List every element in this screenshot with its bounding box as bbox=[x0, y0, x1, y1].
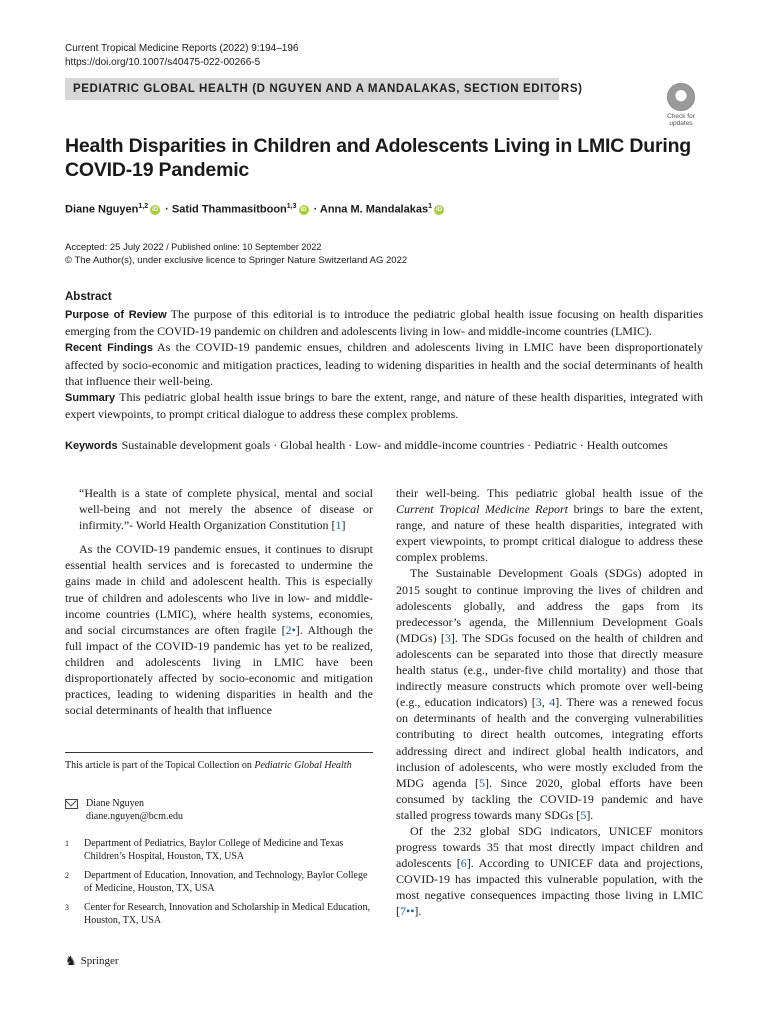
author-separator: · bbox=[310, 203, 320, 216]
author-separator: · bbox=[162, 203, 172, 216]
published-date: / Published online: 10 September 2022 bbox=[163, 242, 322, 252]
abstract-findings-label: Recent Findings bbox=[65, 342, 153, 355]
citation-link[interactable]: 6 bbox=[460, 856, 467, 871]
crossmark-label: Check for updates bbox=[667, 113, 695, 127]
affiliation bbox=[65, 838, 373, 863]
abstract-body bbox=[65, 306, 703, 422]
body-paragraph: Of the 232 global SDG indicators, UNICEF monitors progress towards 35 that most directly impact children and adolescents [6]. According to UNICEF data and projections, COVID-19 has impacted this vulnerable population, with the most negative consequences impacting those living in LMIC [7••]. bbox=[396, 823, 703, 919]
affiliation-number: 3 bbox=[65, 903, 69, 912]
author-affiliation: 1,3 bbox=[286, 203, 297, 210]
abstract-purpose: Purpose of Review The purpose of this editorial is to introduce the pediatric global health issue focusing on health disparities emerging from the COVID-19 pandemic on children and adolescents living in low- and middle-income countries (LMIC). bbox=[65, 307, 703, 339]
topical-collection-note: This article is part of the Topical Collection on Pediatric Global Health bbox=[65, 760, 352, 771]
affiliation-number: 1 bbox=[65, 839, 69, 848]
keywords bbox=[65, 437, 703, 454]
citation-link[interactable]: 3 bbox=[444, 630, 451, 645]
citation-link[interactable]: 1 bbox=[335, 518, 342, 533]
copyright-line: © The Author(s), under exclusive licence to Springer Nature Switzerland AG 2022 bbox=[65, 255, 408, 266]
citation-link[interactable]: 4 bbox=[549, 695, 556, 710]
abstract-purpose-label: Purpose of Review bbox=[65, 309, 167, 321]
check-for-updates-badge[interactable] bbox=[660, 83, 702, 127]
body-paragraph: As the COVID-19 pandemic ensues, it continues to disrupt essential health services and is forecasted to undermine the gains made in child and adolescent health. This is especially true of children and adolescents who live in low- and middle-income countries (LMIC), where health systems, economies, and social circumstances are often fragile [2•]. Although the full impact of the COVID-19 pandemic has yet to be realized, children and adolescents living in LMIC have been disproportionately affected by socio-economic and mitigation practices, leading to widening disparities in health and the social determinants of health that influence bbox=[65, 542, 373, 718]
journal-name: Current Tropical Medicine Report bbox=[396, 502, 568, 517]
body-column-left bbox=[65, 485, 373, 718]
abstract-heading: Abstract bbox=[65, 291, 112, 303]
orcid-icon[interactable]: iD bbox=[152, 206, 159, 213]
affiliation bbox=[65, 902, 373, 927]
orcid-icon[interactable]: iD bbox=[436, 206, 442, 213]
section-banner: PEDIATRIC GLOBAL HEALTH (D NGUYEN AND A MANDALAKAS, SECTION EDITORS) bbox=[65, 78, 559, 100]
envelope-icon bbox=[65, 799, 78, 809]
footnote-divider bbox=[65, 752, 373, 753]
author-name[interactable]: Diane Nguyen bbox=[65, 203, 139, 216]
abstract-summary: Summary This pediatric global health issue brings to bare the extent, range, and nature of these health disparities, integrated with expert viewpoints, to prompt critical dialogue to address these complex problems. bbox=[65, 390, 703, 422]
corresponding-author bbox=[65, 798, 373, 823]
citation-link[interactable]: 3 bbox=[535, 695, 542, 710]
publisher-logo bbox=[65, 953, 119, 969]
body-paragraph: their well-being. This pediatric global health issue of the Current Tropical Medicine Report brings to bare the extent, range, and nature of these health disparities, integrated with expert viewpoints, to prompt critical dialogue to address these complex problems. bbox=[396, 486, 704, 565]
springer-horse-icon: ♞ bbox=[65, 953, 77, 968]
journal-header bbox=[65, 42, 298, 70]
affiliation-text: Department of Pediatrics, Baylor College of Medicine and Texas Children’s Hospital, Houston, TX, USA bbox=[84, 838, 344, 862]
author-affiliation: 1,2 bbox=[138, 203, 149, 210]
abstract-findings: Recent Findings As the COVID-19 pandemic ensues, children and adolescents living in LMIC have been disproportionately affected by socio-economic and mitigation practices, leading to widening disparities in health and the social determinants of health that influence their well-being. bbox=[65, 340, 703, 388]
affiliation-text: Center for Research, Innovation and Scholarship in Medical Education, Houston, TX, USA bbox=[84, 902, 371, 926]
citation-link[interactable]: 5 bbox=[580, 807, 587, 822]
author-affiliation: 1 bbox=[428, 203, 432, 210]
accepted-date: Accepted: 25 July 2022 bbox=[65, 242, 164, 253]
keywords-text: Sustainable development goals · Global health · Low- and middle-income countries · Pediatric · Health outcomes bbox=[121, 438, 668, 452]
author-list bbox=[65, 203, 446, 216]
author-name[interactable]: Satid Thammasitboon bbox=[171, 203, 287, 216]
orcid-icon[interactable]: iD bbox=[300, 206, 307, 213]
corresponding-author-name: Diane Nguyen bbox=[86, 798, 145, 809]
doi-link[interactable]: https://doi.org/10.1007/s40475-022-00266-5 bbox=[65, 57, 261, 68]
corresponding-author-email[interactable]: diane.nguyen@bcm.edu bbox=[86, 810, 183, 822]
author-name[interactable]: Anna M. Mandalakas bbox=[319, 203, 429, 216]
crossmark-icon bbox=[667, 83, 695, 111]
affiliation-text: Department of Education, Innovation, and Technology, Baylor College of Medicine, Houston, TX, USA bbox=[84, 870, 368, 894]
keywords-label: Keywords bbox=[65, 440, 118, 452]
citation-link[interactable]: 2• bbox=[285, 622, 296, 637]
article-dates bbox=[65, 241, 407, 267]
article-title: Health Disparities in Children and Adolescents Living in LMIC During COVID-19 Pandemic bbox=[65, 135, 691, 181]
abstract-summary-label: Summary bbox=[65, 392, 116, 405]
body-paragraph: The Sustainable Development Goals (SDGs) adopted in 2015 sought to continue improving the lives of children and adolescents globally, and address the gaps from its predecessor’s agenda, the Millennium Development Goals (MDGs) [3]. The SDGs focused on the health of children and adolescents can be separated into those that directly measure health status (e.g., under-five child mortality) and those that indirectly measure constructs which promote over well-being (e.g., education indicators) [3, 4]. There was a renewed focus on determinants of health and the converging vulnerabilities contributing to direct health outcomes, integrating efforts addressing direct and indirect global health indicators, and inclusion of adolescents, who were mostly excluded from the MDG agenda [5]. Since 2020, global efforts have been consumed by tackling the COVID-19 pandemic and have stalled progress towards many SDGs [5]. bbox=[396, 566, 704, 822]
publisher-name: Springer bbox=[80, 955, 119, 967]
epigraph-quote: “Health is a state of complete physical, mental and social well-being and not merely the absence of disease or infirmity.”- World Health Organization Constitution [1] bbox=[79, 486, 373, 533]
journal-citation: Current Tropical Medicine Reports (2022) 9:194–196 bbox=[65, 43, 299, 54]
affiliation bbox=[65, 870, 373, 895]
body-column-right bbox=[396, 485, 703, 920]
citation-link[interactable]: 7•• bbox=[400, 904, 415, 919]
affiliation-number: 2 bbox=[65, 871, 69, 880]
citation-link[interactable]: 5 bbox=[478, 775, 485, 790]
